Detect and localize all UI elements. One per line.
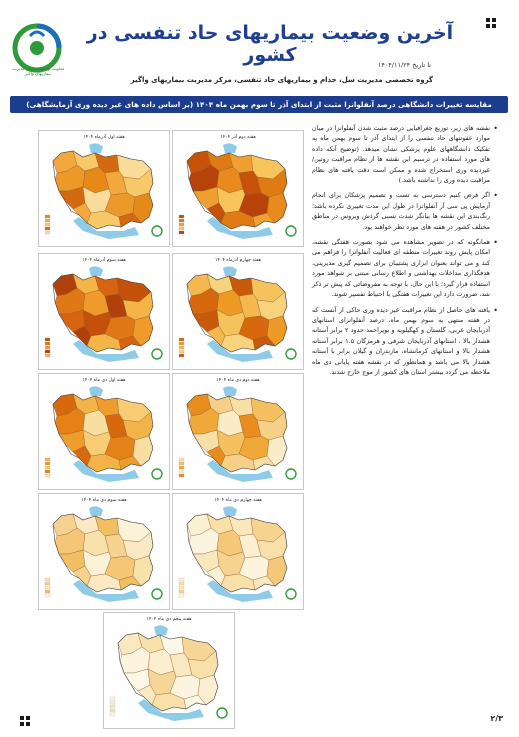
- legend-swatch: [179, 462, 184, 465]
- legend-swatch: [45, 466, 50, 469]
- decor-square: [492, 24, 496, 28]
- legend-swatch: [45, 462, 50, 465]
- influenza-map: [172, 493, 304, 610]
- legend-swatch: [179, 578, 184, 581]
- caspian-sea: [223, 386, 237, 396]
- bullet-list: [312, 124, 498, 383]
- influenza-map: [172, 253, 304, 370]
- legend-swatch: [45, 458, 50, 461]
- caspian-sea: [223, 266, 237, 276]
- iran-province-map: [173, 131, 303, 246]
- legend-swatch: [110, 709, 115, 712]
- map-caption: هفته دوم دی ماه ۱۴۰۴: [216, 378, 260, 383]
- legend-swatch: [45, 342, 50, 345]
- legend-swatch: [45, 223, 50, 226]
- map-caption: هفته چهارم آذرماه ۱۴۰۴: [214, 258, 262, 263]
- logo-caption: معاونت بهداشت مرکز مدیریت بیماریهای واگیر: [11, 66, 65, 76]
- map-logo-mark: [152, 349, 162, 359]
- caspian-sea: [89, 506, 103, 516]
- influenza-map: [172, 130, 304, 247]
- legend-swatch: [179, 586, 184, 589]
- legend-swatch: [179, 470, 184, 473]
- caspian-sea: [89, 386, 103, 396]
- iran-province-map: [173, 374, 303, 489]
- bullet-item: • یافته های حاصل از نظام مراقبت غیر دیده وری حاکی از آنست که در هفته منتهی به سوم بهمن ماه، درصد آنفلوانزای استانهای آذربایجان غربی، گلستان و کهگیلویه و بویراحمد حدود ۲ برابر آستانه هشدار بالا ، استانهای آذربایجان شرقی و هرمزگان ۱.۵ برابر آستانه هشدار بالا و استانهای کرمانشاه، مازندران و گیلان برابر با آستانه هشدار بالا می باشد و همانطور که در نقشه هفته پایانی دی ماه ملاحظه می گردد بیشتر استان های کشور از موج خارج شدند.: [312, 306, 498, 379]
- page-title: آخرین وضعیت بیماریهای حاد تنفسی در کشور: [86, 22, 454, 66]
- legend-swatch: [179, 458, 184, 461]
- legend-swatch: [179, 590, 184, 593]
- legend-swatch: [179, 223, 184, 226]
- legend-swatch: [179, 346, 184, 349]
- legend-swatch: [45, 350, 50, 353]
- legend-swatch: [110, 713, 115, 716]
- legend-swatch: [179, 466, 184, 469]
- bullet-item: • همانگونه که در تصویر مشاهده می شود بصورت هفتگی نقشه، امکان پایش روند تغییرات منطقه ای فعالیت آنفلوانزا را فراهم می کند و می تواند بعنوان ابزاری پشتیبان برای تصمیم گیری مدیریتی، هدفگذاری مداخلات بهداشتی و اطلاع رسانی مبتنی بر شواهد مورد استفاده قرار گیرد؛ با این حال، با توجه به مفروضاتی که پیش تر ذکر شد، ضرورت دارد این تغییرات هفتگی با احتیاط تفسیر شوند.: [312, 238, 498, 300]
- map-caption: هفته اول آذرماه ۱۴۰۴: [83, 135, 125, 140]
- influenza-map: [38, 253, 170, 370]
- caspian-sea: [223, 506, 237, 516]
- influenza-map: [103, 612, 235, 729]
- caspian-sea: [89, 143, 103, 153]
- legend-swatch: [45, 474, 50, 477]
- legend-swatch: [45, 590, 50, 593]
- legend-swatch: [45, 582, 50, 585]
- caspian-sea: [89, 266, 103, 276]
- map-logo-mark: [152, 469, 162, 479]
- legend-swatch: [179, 219, 184, 222]
- caspian-sea: [223, 143, 237, 153]
- iran-province-map: [173, 254, 303, 369]
- map-logo-mark: [152, 589, 162, 599]
- legend-swatch: [179, 342, 184, 345]
- map-caption: هفته اول دی ماه ۱۴۰۴: [82, 378, 126, 383]
- decor-square: [26, 716, 30, 720]
- department-subtitle: گروه تخصصی مدیریت سل، جذام و بیماریهای حاد تنفسی، مرکز مدیریت بیماریهای واگیر: [130, 76, 433, 84]
- bullet-item: • نقشه های زیر، توزیع جغرافیایی درصد مثبت شدن آنفلوانزا در میان موارد عفونتهای حاد تنفسی را از ابتدای آذر تا سوم بهمن ماه به تفکیک دانشگاههای علوم پزشکی نشان میدهد. (توضیح آنکه داده های مورد استفاده در ترسیم این نقشه ها از نظام مراقبت روتین/غیردیده وری استخراج شده و ممکن است دقت یافته های نظام مراقبت دیده وری را نداشته باشد.): [312, 124, 498, 186]
- influenza-map: [38, 493, 170, 610]
- legend-swatch: [179, 350, 184, 353]
- iran-province-map: [39, 131, 169, 246]
- section-banner: مقایسه تغییرات دانشگاهی درصد آنفلوانزا مثبت از ابتدای آذر تا سوم بهمن ماه ۱۴۰۴ (بر اساس داده های غیر دیده وری آزمایشگاهی): [10, 96, 508, 113]
- map-caption: هفته پنجم دی ماه ۱۴۰۴: [146, 617, 192, 622]
- legend-swatch: [45, 231, 50, 234]
- legend-swatch: [45, 227, 50, 230]
- map-logo-mark: [152, 226, 162, 236]
- legend-swatch: [110, 697, 115, 700]
- map-caption: هفته سوم دی ماه ۱۴۰۴: [81, 498, 127, 503]
- decor-square: [486, 24, 490, 28]
- legend-swatch: [45, 215, 50, 218]
- iran-province-map: [39, 374, 169, 489]
- iran-province-map: [173, 494, 303, 609]
- map-caption: هفته دوم آذر ۱۴۰۴: [220, 135, 256, 140]
- iran-province-map: [104, 613, 234, 728]
- decor-square: [492, 18, 496, 22]
- legend-swatch: [179, 354, 184, 357]
- decor-square: [26, 722, 30, 726]
- map-logo-mark: [286, 469, 296, 479]
- map-logo-mark: [217, 708, 227, 718]
- caspian-sea: [154, 625, 168, 635]
- influenza-map: [38, 130, 170, 247]
- legend-swatch: [45, 470, 50, 473]
- legend-swatch: [110, 701, 115, 704]
- iran-province-map: [39, 254, 169, 369]
- legend-swatch: [45, 586, 50, 589]
- map-logo-mark: [286, 589, 296, 599]
- decor-square: [20, 716, 24, 720]
- map-caption: هفته سوم آذرماه ۱۴۰۴: [82, 258, 126, 263]
- map-logo-mark: [286, 226, 296, 236]
- legend-swatch: [179, 474, 184, 477]
- legend-swatch: [45, 594, 50, 597]
- legend-swatch: [179, 338, 184, 341]
- bullet-item: • اگر فرض کنیم دسترسی به تست و تصمیم پزشکان برای انجام آزمایش پی سی آر آنفلوانزا در طول این مدت تغییری نکرده باشد؛ رنگ‌بندی این نقشه ها بیانگر شدت نسبی گردش ویروس در مناطق مختلف کشور در هفته های مورد نظر خواهند بود.: [312, 191, 498, 233]
- influenza-map: [38, 373, 170, 490]
- legend-swatch: [45, 219, 50, 222]
- legend-swatch: [45, 354, 50, 357]
- iran-province-map: [39, 494, 169, 609]
- legend-swatch: [110, 705, 115, 708]
- legend-swatch: [179, 582, 184, 585]
- legend-swatch: [179, 215, 184, 218]
- map-logo-mark: [286, 349, 296, 359]
- decor-square: [486, 18, 490, 22]
- legend-swatch: [45, 346, 50, 349]
- influenza-map: [172, 373, 304, 490]
- decor-square: [20, 722, 24, 726]
- report-date: تا تاریخ ۱۴۰۴/۱۱/۲۴: [377, 61, 431, 69]
- map-caption: هفته چهارم دی ماه ۱۴۰۴: [214, 498, 262, 503]
- page-number: ۲/۳: [490, 714, 503, 723]
- legend-swatch: [45, 578, 50, 581]
- legend-swatch: [45, 338, 50, 341]
- legend-swatch: [179, 594, 184, 597]
- legend-swatch: [179, 227, 184, 230]
- legend-swatch: [179, 231, 184, 234]
